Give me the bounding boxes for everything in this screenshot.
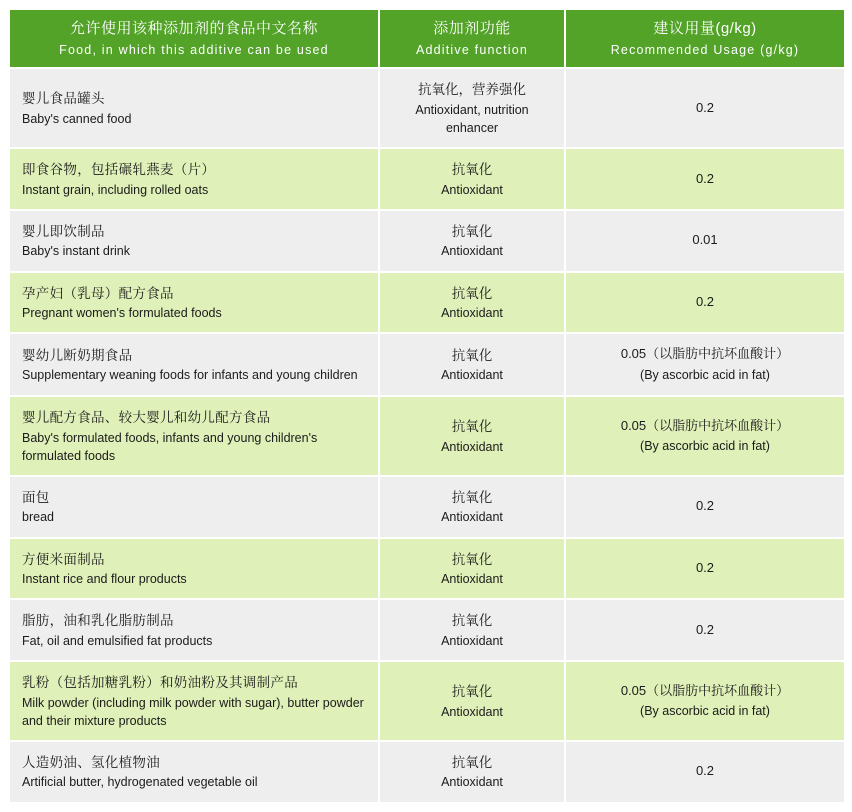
- cell-usage-line1: 0.05（以脂肪中抗坏血酸计）: [620, 417, 790, 433]
- cell-food-en: Baby's instant drink: [22, 244, 130, 259]
- cell-function-zh: 抗氧化: [451, 613, 493, 629]
- cell-usage-line1: 0.2: [695, 560, 715, 576]
- cell-food-zh: 孕产妇（乳母）配方食品: [22, 285, 174, 301]
- cell-function-en: Antioxidant: [441, 510, 503, 525]
- cell-function-en: Antioxidant: [441, 439, 503, 454]
- cell-usage: [565, 741, 845, 803]
- cell-usage: [565, 599, 845, 661]
- cell-food-en: Fat, oil and emulsified fat products: [22, 633, 213, 648]
- table-row: [9, 538, 845, 600]
- cell-function: [379, 476, 565, 538]
- cell-food-en: Artificial butter, hydrogenated vegetable oil: [22, 775, 258, 790]
- cell-usage: [565, 148, 845, 210]
- cell-food-en: Instant rice and flour products: [22, 572, 187, 587]
- cell-food-zh: 乳粉（包括加糖乳粉）和奶油粉及其调制产品: [22, 675, 298, 691]
- table-row: [9, 148, 845, 210]
- cell-function: [379, 210, 565, 272]
- cell-function-zh: 抗氧化: [451, 551, 493, 567]
- cell-function-en: Antioxidant: [441, 704, 503, 719]
- cell-food: [9, 333, 379, 396]
- cell-function-zh: 抗氧化: [451, 754, 493, 770]
- table-header: [9, 9, 845, 68]
- column-header-function: [379, 9, 565, 68]
- cell-food-zh: 婴儿食品罐头: [22, 91, 105, 107]
- cell-food-zh: 人造奶油、氢化植物油: [22, 754, 160, 770]
- cell-function-en: Antioxidant: [441, 775, 503, 790]
- cell-food-zh: 婴儿配方食品、较大婴儿和幼儿配方食品: [22, 410, 271, 426]
- table-body: [9, 68, 845, 802]
- cell-function-zh: 抗氧化: [451, 162, 493, 178]
- cell-food: [9, 210, 379, 272]
- cell-usage-line2: (By ascorbic acid in fat): [640, 704, 770, 719]
- cell-food-en: Milk powder (including milk powder with sugar), butter powder and their mixture products: [22, 695, 364, 728]
- cell-usage-line1: 0.2: [695, 763, 715, 779]
- cell-usage: [565, 476, 845, 538]
- column-header-food: [9, 9, 379, 68]
- column-header-function-zh: 添加剂功能: [433, 20, 511, 37]
- cell-usage: [565, 68, 845, 148]
- cell-food-en: Instant grain, including rolled oats: [22, 182, 209, 197]
- cell-food-zh: 即食谷物，包括碾轧燕麦（片）: [22, 162, 216, 178]
- column-header-function-en: Additive function: [415, 42, 529, 57]
- cell-usage-line1: 0.05（以脂肪中抗坏血酸计）: [620, 346, 790, 362]
- column-header-usage-en: Recommended Usage (g/kg): [610, 42, 800, 57]
- cell-food-en: bread: [22, 510, 54, 525]
- cell-food-en: Baby's canned food: [22, 111, 132, 126]
- cell-function-en: Antioxidant: [441, 572, 503, 587]
- cell-function: [379, 68, 565, 148]
- cell-function: [379, 333, 565, 396]
- cell-function: [379, 538, 565, 600]
- cell-function-zh: 抗氧化: [451, 684, 493, 700]
- cell-function-zh: 抗氧化，营养强化: [418, 82, 526, 98]
- cell-food: [9, 396, 379, 476]
- cell-food: [9, 741, 379, 803]
- table-row: [9, 333, 845, 396]
- cell-function-en: Antioxidant: [441, 633, 503, 648]
- cell-food-zh: 脂肪，油和乳化脂肪制品: [22, 613, 174, 629]
- column-header-usage-zh: 建议用量(g/kg): [653, 20, 757, 37]
- cell-usage-line2: (By ascorbic acid in fat): [640, 439, 770, 454]
- cell-usage: [565, 333, 845, 396]
- cell-function: [379, 396, 565, 476]
- table-row: [9, 272, 845, 334]
- cell-function-en: Antioxidant: [441, 244, 503, 259]
- column-header-food-zh: 允许使用该种添加剂的食品中文名称: [69, 20, 318, 37]
- cell-food-zh: 面包: [22, 489, 50, 505]
- cell-food: [9, 476, 379, 538]
- cell-food: [9, 538, 379, 600]
- cell-function: [379, 661, 565, 741]
- cell-function: [379, 599, 565, 661]
- cell-usage: [565, 396, 845, 476]
- column-header-usage: [565, 9, 845, 68]
- cell-food: [9, 272, 379, 334]
- cell-food-zh: 婴幼儿断奶期食品: [22, 347, 133, 363]
- cell-usage-line1: 0.01: [692, 232, 718, 248]
- cell-function-en: Antioxidant: [441, 182, 503, 197]
- cell-food-zh: 方便米面制品: [22, 551, 105, 567]
- cell-usage: [565, 210, 845, 272]
- cell-function-zh: 抗氧化: [451, 419, 493, 435]
- cell-usage-line1: 0.05（以脂肪中抗坏血酸计）: [620, 682, 790, 698]
- additive-usage-table: [8, 8, 846, 804]
- cell-usage-line1: 0.2: [695, 99, 715, 115]
- table-row: [9, 396, 845, 476]
- table-row: [9, 599, 845, 661]
- cell-food: [9, 661, 379, 741]
- cell-function-en: Antioxidant, nutrition enhancer: [415, 102, 529, 135]
- cell-usage-line2: (By ascorbic acid in fat): [640, 368, 770, 383]
- cell-function-zh: 抗氧化: [451, 489, 493, 505]
- table-header-row: [9, 9, 845, 68]
- cell-food: [9, 68, 379, 148]
- cell-food-en: Pregnant women's formulated foods: [22, 306, 222, 321]
- table-row: [9, 68, 845, 148]
- cell-food-zh: 婴儿即饮制品: [22, 223, 105, 239]
- cell-usage-line1: 0.2: [695, 170, 715, 186]
- cell-function-en: Antioxidant: [441, 306, 503, 321]
- table-row: [9, 741, 845, 803]
- cell-function-zh: 抗氧化: [451, 223, 493, 239]
- column-header-food-en: Food, in which this additive can be used: [59, 42, 329, 57]
- cell-usage-line1: 0.2: [695, 293, 715, 309]
- cell-function-zh: 抗氧化: [451, 347, 493, 363]
- cell-usage: [565, 538, 845, 600]
- cell-function-en: Antioxidant: [441, 368, 503, 383]
- cell-function: [379, 272, 565, 334]
- cell-usage-line1: 0.2: [695, 498, 715, 514]
- cell-usage-line1: 0.2: [695, 621, 715, 637]
- cell-function: [379, 148, 565, 210]
- cell-usage: [565, 661, 845, 741]
- cell-food-en: Supplementary weaning foods for infants and young children: [22, 368, 358, 383]
- cell-food: [9, 148, 379, 210]
- cell-usage: [565, 272, 845, 334]
- cell-food: [9, 599, 379, 661]
- cell-function-zh: 抗氧化: [451, 285, 493, 301]
- cell-function: [379, 741, 565, 803]
- table-row: [9, 476, 845, 538]
- table-row: [9, 661, 845, 741]
- table-row: [9, 210, 845, 272]
- cell-food-en: Baby's formulated foods, infants and young children's formulated foods: [22, 430, 318, 463]
